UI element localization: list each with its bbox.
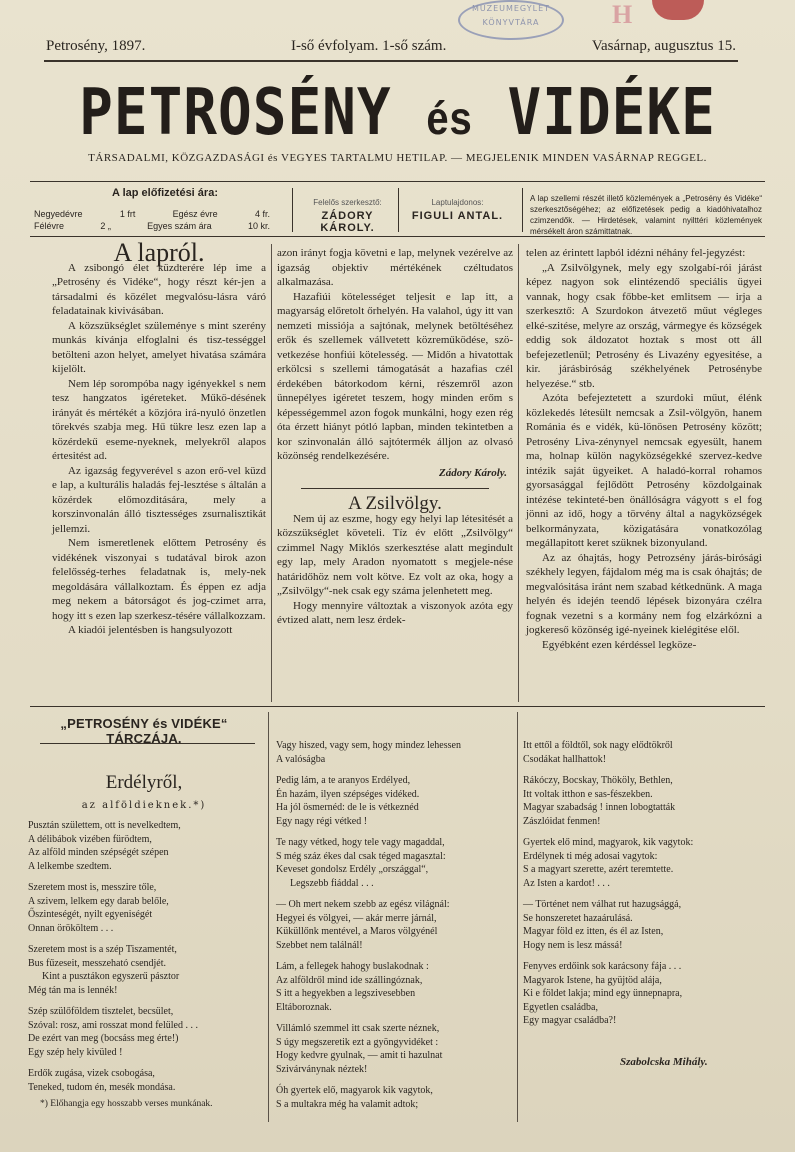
feuilleton-heading: „PETROSÉNY és VIDÉKE“ TÁRCZÁJA. bbox=[60, 716, 228, 746]
poem-line: Te nagy vétked, hogy tele vagy magaddal, bbox=[276, 837, 445, 848]
poem-column-1 bbox=[28, 819, 198, 1102]
sub-label: Félévre bbox=[34, 221, 65, 231]
footnote: *) Előhangja egy hosszabb verses munkának. bbox=[40, 1099, 213, 1109]
sub-price: 1 frt bbox=[119, 209, 136, 219]
masthead-es: és bbox=[426, 93, 473, 145]
poem-line: Én hazám, ilyen szépséges vidéked. bbox=[276, 788, 420, 800]
poem-line: Az Isten a kardot! . . . bbox=[523, 877, 610, 889]
poem-line: Az alföld minden szépségét szépen bbox=[28, 847, 169, 858]
poem-line: — Oh mert nekem szebb az egész világnál: bbox=[276, 899, 450, 910]
stamp-text: MUZEUMEGYLET KÖNYVTÁRA bbox=[471, 4, 551, 27]
poem-line: Szóval: rosz, ami rosszat mond felüled . . . bbox=[28, 1019, 198, 1031]
paragraph: A zsibongó élet küzdterére lép ime a „Petrosény és Vidéke“, hogy részt kér-jen a társadalmi és közélet megvalósu-lásra váró feladatainak kivivásában. bbox=[52, 261, 266, 317]
poem-line: Egy magyar családba?! bbox=[523, 1015, 617, 1026]
sub-label: Negyedévre bbox=[34, 209, 83, 219]
poem-stanza bbox=[276, 1084, 461, 1111]
volume-number: I-ső évfolyam. 1-ső szám. bbox=[290, 38, 447, 54]
owner-block bbox=[400, 198, 515, 222]
poem-line: Erdők zugása, vizek csobogása, bbox=[28, 1068, 155, 1079]
sub-price: 2 „ bbox=[100, 221, 111, 231]
poem-line: Egy nagy régi vétked ! bbox=[276, 815, 368, 827]
masthead-word-2: VIDÉKE bbox=[507, 75, 716, 150]
poem-line: Egy szép hely kivüled ! bbox=[28, 1046, 123, 1058]
poem-line: Keveset gondolsz Erdély „országgal“, bbox=[276, 864, 429, 875]
dateline bbox=[46, 38, 736, 55]
poem-line: Onnan örököltem . . . bbox=[28, 922, 114, 934]
article-title: A lapról. bbox=[113, 238, 205, 267]
poem-stanza bbox=[523, 739, 693, 766]
poem-line: Szebbet nem találnál! bbox=[276, 939, 363, 951]
poem-line: Gyertek elő mind, magyarok, kik vagytok: bbox=[523, 837, 694, 848]
subscription-table bbox=[34, 208, 270, 232]
poem-line: A lelkembe szedtem. bbox=[28, 860, 112, 872]
place-year: Petrosény, 1897. bbox=[46, 38, 146, 54]
poem-line: Pusztán születtem, ott is nevelkedtem, bbox=[28, 820, 181, 831]
poem-signature: Szabolcska Mihály. bbox=[620, 1056, 708, 1068]
poem-line: A délibábok vizében fürödtem, bbox=[28, 833, 152, 845]
poem-line: A szivem, lelkem egy darab belőle, bbox=[28, 895, 169, 907]
poem-line: Küküllőnk mentével, a Maros völgyénél bbox=[276, 926, 438, 937]
column-rule bbox=[268, 712, 269, 1122]
poem-line: Kint a pusztákon egyszerű pásztor bbox=[42, 971, 180, 982]
poem-stanza bbox=[523, 898, 693, 952]
column-rule bbox=[517, 712, 518, 1122]
poem-line: Hogy kedvre gyulnak, — amit ti hazulnat bbox=[276, 1050, 443, 1061]
poem-stanza bbox=[523, 960, 693, 1028]
poem-line: Fenyves erdőink sok karácsony fája . . . bbox=[523, 961, 682, 972]
masthead-word-1: PETROSÉNY bbox=[79, 75, 392, 150]
poem-line: Rákóczy, Bocskay, Thököly, Bethlen, bbox=[523, 775, 673, 786]
red-seal bbox=[652, 0, 704, 20]
poem-line: S itt a hegyekben a legszivesebben bbox=[276, 988, 416, 999]
poem-line: S a multakra még ha valamit adtok; bbox=[276, 1098, 419, 1110]
article-column-1 bbox=[52, 238, 266, 638]
poem-line: Erdélynek ti még adosai vagytok: bbox=[523, 850, 658, 862]
info-divider bbox=[522, 188, 523, 232]
issue-date: Vasárnap, augusztus 15. bbox=[591, 38, 736, 54]
paragraph: Hazafiúi kötelességet teljesit e lap itt, a magyarság előretolt őrhelyén. Ha valahol, úgy itt van nemzeti missiója a sajtónak, melynek betöltéséhez erők és szellemek vállvetett közreműködése, szö-vetkezése honfiúi kötelesség. — Midőn a hivatottak erkölcsi s szellemi támogatását a hazafias czél érdekében bátorkodom kérni, részemről azon ünnepélyes igéretet teszem, hogy minden erőm s képességemmel azon fogok munkálni, hogy ezen rég óta érzett hiányt pótló lapban, minden tekintetben a kor szinvonalán álló sajtótermék álljon az olvasó közönség rendelkezésére. bbox=[277, 290, 513, 462]
poem-column-3 bbox=[523, 739, 693, 1036]
poem-stanza bbox=[28, 819, 198, 873]
masthead bbox=[0, 75, 795, 150]
poem-line: Bus fűzeseit, messzeható csendjét. bbox=[28, 957, 167, 969]
poem-subtitle: az alföldieknek.*) bbox=[81, 800, 207, 811]
poem-line: Hogy nem is lesz mássá! bbox=[523, 939, 623, 951]
poem-line: S úgy megszeretik ezt a gyöngyvidéket : bbox=[276, 1036, 439, 1048]
editor-role: Felelős szerkesztő: bbox=[313, 198, 382, 207]
poem-line: Még tán ma is lennék! bbox=[28, 984, 118, 996]
subscription-title: A lap előfizetési ára: bbox=[112, 187, 218, 199]
sub-price: 10 kr. bbox=[247, 221, 270, 231]
poem-line: Az alföldről mind ide szállingóznak, bbox=[276, 974, 423, 986]
feuilleton-rule bbox=[30, 706, 765, 707]
poem-line: Vagy hiszed, vagy sem, hogy mindez lehessen bbox=[276, 740, 461, 751]
info-divider bbox=[398, 188, 399, 232]
poem-stanza bbox=[276, 739, 461, 766]
poem-line: Eltáboroznak. bbox=[276, 1001, 332, 1013]
poem-line: Őszinteségét, nyilt egyeniségét bbox=[28, 909, 153, 920]
poem-line: S még száz ékes dal csak téged magasztal: bbox=[276, 850, 446, 862]
poem-line: Pedig lám, a te aranyos Erdélyed, bbox=[276, 775, 411, 786]
poem-stanza bbox=[28, 1005, 198, 1059]
poem-line: Legszebb fiáddal . . . bbox=[290, 877, 374, 889]
poem-line: Itt ettől a földtől, sok nagy elődtökről bbox=[523, 740, 673, 751]
paragraph: Egyébként ezen kérdéssel legköze- bbox=[542, 638, 697, 651]
poem-line: Hegyei és völgyei, — akár merre járnál, bbox=[276, 912, 437, 924]
poem-line: Csodákat hallhattok! bbox=[523, 753, 607, 765]
column-rule bbox=[518, 244, 519, 702]
library-stamp bbox=[458, 0, 564, 40]
info-divider bbox=[292, 188, 293, 232]
publisher-notice: A lap szellemi részét illető közlemények a „Petrosény és Vidéke“ szerkesztőségéhez; az előfizetések pedig a kiadóhivatalhoz czimzendők. — Hirdetések, valamint nyilttéri közlemények mérsékelt áron számittatnak. bbox=[530, 194, 762, 236]
top-rule bbox=[44, 60, 738, 62]
editor-name: ZÁDORY KÁROLY. bbox=[320, 210, 375, 234]
article-divider bbox=[301, 488, 490, 489]
poem-stanza bbox=[276, 960, 461, 1014]
paragraph: azon irányt fogja követni e lap, melynek vezérelve az igazság objektiv mértékének czéltudatos alkalmazása. bbox=[277, 247, 513, 288]
info-rule-top bbox=[30, 181, 765, 182]
poem-line: Magyarok Istene, ha gyüjtöd alája, bbox=[523, 974, 662, 986]
owner-role: Laptulajdonos: bbox=[431, 198, 484, 207]
poem-line: Villámló szemmel itt csak szerte néznek, bbox=[276, 1023, 440, 1034]
info-rule-bottom bbox=[30, 236, 765, 237]
sub-label: Egyes szám ára bbox=[147, 221, 212, 231]
article-column-3 bbox=[526, 246, 762, 652]
poem-line: Teneked, tudom én, mesék mondása. bbox=[28, 1081, 176, 1093]
article-title: A Zsilvölgy. bbox=[348, 493, 442, 514]
poem-line: Lám, a fellegek hahogy buslakodnak : bbox=[276, 961, 429, 972]
poem-stanza bbox=[276, 1022, 461, 1076]
paragraph: Nem új az eszme, hogy egy helyi lap létesitését a közszükséglet követeli. Tíz év előtt „Zsilvölgy“ czimmel Nagy Miklós szerkesztése alatt megindult egy lap, mely Aradon nyomatott s megjele-nése határidőhöz nem volt kötve. Ez volt az oka, hogy a „Zsilvölgy“-nek csak egy száma jelenhetett meg. bbox=[277, 512, 513, 597]
poem-line: Magyar szabadság ! innen lobogtatták bbox=[523, 802, 676, 813]
poem-line: Szeretem most is a szép Tiszamentét, bbox=[28, 944, 177, 955]
paragraph: A közszükséglet szüleménye s mint szerény munkás kívánja elfoglalni és tisz-tességgel betölteni azon helyet, amelyet hivatása számára kijelölt. bbox=[52, 319, 266, 375]
poem-line: Se honszeretet hazaárulásá. bbox=[523, 912, 633, 924]
paragraph: Hogy mennyire változtak a viszonyok azóta egy évtized alatt, nem lesz érdek- bbox=[277, 599, 513, 626]
sub-label: Egész évre bbox=[172, 209, 218, 219]
sub-price: 4 fr. bbox=[254, 209, 270, 219]
paragraph: Azóta befejeztetett a szurdoki műut, élénk közlekedés létesült nemcsak a Zsil-völgyön, hanem Románia és e vidék, kü-lönösen Petrosény között; Petrosény Liva-zénynyel nemcsak egyesült, hanem ma, holnap külön nagyközségekké szervez-kedve intézik saját ügyeiket. A haladó-korral rohamos gyorsasággal fejlődött Petrosény közdolgainak intézése tekinteté-ben önállóságra vágyott s el fog jönni az idő, hogy a törvény által a nagyközségek belkormányzata, közigatására vonatkozólag megállapitott keret szüknek bizonyuland. bbox=[526, 392, 762, 549]
poem-column-2 bbox=[276, 739, 461, 1119]
poem-line: Óh gyertek elő, magyarok kik vagytok, bbox=[276, 1085, 433, 1096]
poem-stanza bbox=[28, 881, 198, 935]
feuilleton-heading-rule bbox=[40, 743, 255, 744]
paragraph: telen az érintett lapból idézni néhány fel-jegyzést: bbox=[526, 247, 746, 259]
poem-line: Szivárványnak néztek! bbox=[276, 1063, 368, 1075]
paragraph: „A Zsilvölgynek, mely egy szolgabí-rói járást képez nagyon sok elintézendő speciális ügyei vannak, hogy csak főbbe-ket emlitsem — irja a szerkesztő: A Szurdokon átvezető műut végleges elké-szitése, melyre az ország, vármegye és községek eddig sok áldozatot hoztak s most ott áll befejezetlenül; Petrosény és Livazény egyesitése, a kir. járásbiróság székhelyének Petrosénybe helyezése.“ stb. bbox=[526, 261, 762, 390]
paragraph: Nem lép sorompóba nagy igényekkel s nem tesz hangzatos igéreteket. Műkö-désének irányát és mértékét a közjóra irá-nyuló önzetlen törekvés szabja meg. Hű tükre lesz ezen lap a közérdekű eseme-nyeknek, melyekről alapos értesitést ad. bbox=[52, 377, 266, 462]
poem-stanza bbox=[276, 774, 461, 828]
poem-line: — Történet nem válhat rut hazugsággá, bbox=[523, 899, 682, 910]
poem-title: Erdélyről, bbox=[105, 772, 183, 793]
paragraph: Az az óhajtás, hogy Petrozsény járás-birósági székhely legyen, fájdalom még ma is csak óhajtás; de megvalósitása iránt nem szabad kétkednünk. A maga helyén és idején teendő lépések bizonyára czélra fognak vezetni s a kormány nem fog elzárkózni a jogkereső közönség igé-nyeinek kielégitése elől. bbox=[526, 551, 762, 636]
poem-stanza bbox=[276, 898, 461, 952]
poem-line: Ha jól ösmernéd: de le is vétkeznéd bbox=[276, 802, 419, 813]
catalog-mark: H bbox=[612, 0, 633, 29]
poem-line: Egyetlen családba, bbox=[523, 1001, 598, 1013]
paragraph: A kiadói jelentésben is hangsulyozott bbox=[68, 624, 233, 636]
editor-block bbox=[300, 198, 395, 234]
poem-line: De ezért van meg (bocsáss meg érte!) bbox=[28, 1033, 179, 1044]
poem-stanza bbox=[276, 836, 461, 890]
paragraph: Az igazság fegyverével s azon erő-vel küzd e lap, a kulturális haladás fej-lesztése s általán a közérdek előmozditására, mely a korszinvonalán álló tisztességes zsurnalisztikát jellemzi. bbox=[52, 464, 266, 535]
poem-line: Zászlóidat fenmen! bbox=[523, 815, 601, 827]
poem-line: Szeretem most is, messzire tőle, bbox=[28, 882, 157, 893]
poem-line: Magyar föld ez itten, és él az Isten, bbox=[523, 926, 664, 937]
paragraph: Nem ismeretlenek előttem Petrosény és vidékének viszonyai s tudatával birok azon felelősség-terhes feladatnak is, mely-nek megoldására vállalkoztam. És éppen ez adja meg nekem a bátorságot és jog-czimet arra, hogy itt s ezen lap szerkesz-tésére vállalkozzam. bbox=[52, 537, 266, 622]
column-rule bbox=[271, 244, 272, 702]
signature: Zádory Károly. bbox=[438, 466, 507, 479]
poem-stanza bbox=[523, 836, 693, 890]
poem-stanza bbox=[523, 774, 693, 828]
poem-line: A valóságba bbox=[276, 753, 326, 765]
poem-stanza bbox=[28, 943, 198, 997]
subscription-row bbox=[34, 220, 270, 232]
poem-line: S a magyart szerette, azért teremtette. bbox=[523, 864, 674, 875]
poem-line: Itt voltak itthon e sas-fészekben. bbox=[523, 788, 653, 800]
masthead-subtitle: TÁRSADALMI, KÖZGAZDASÁGI és VEGYES TARTALMU HETILAP. — MEGJELENIK MINDEN VASÁRNAP REGGEL. bbox=[88, 152, 707, 164]
owner-name: FIGULI ANTAL. bbox=[411, 210, 504, 222]
poem-line: Ki e földet lakja; mind egy ünnepnapra, bbox=[523, 988, 683, 999]
poem-stanza bbox=[28, 1067, 198, 1094]
subscription-row bbox=[34, 208, 270, 220]
article-column-2 bbox=[277, 246, 513, 628]
poem-line: Szép szülőföldem tisztelet, becsület, bbox=[28, 1006, 174, 1017]
